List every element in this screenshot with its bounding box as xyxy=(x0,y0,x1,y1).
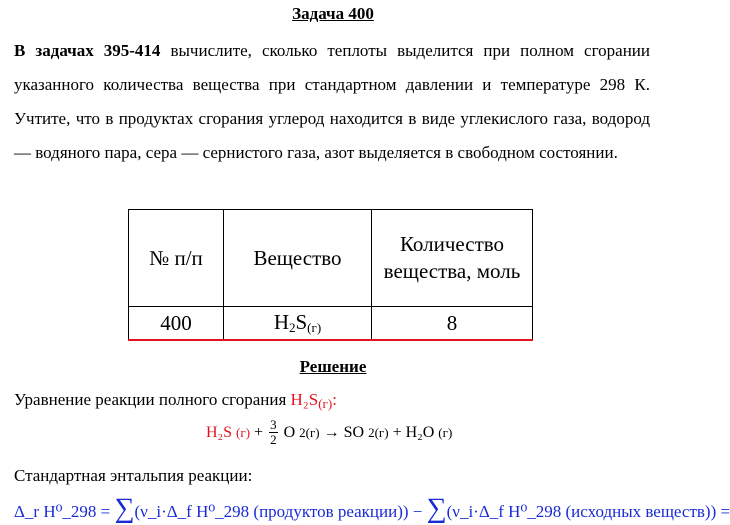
enthalpy-formula xyxy=(14,493,730,525)
reaction-intro xyxy=(14,390,337,412)
header-number: № п/п xyxy=(129,210,224,307)
header-substance: Вещество xyxy=(224,210,372,307)
reaction-intro-colon: : xyxy=(332,390,337,409)
cell-number: 400 xyxy=(129,307,224,341)
substance-h: H xyxy=(273,310,289,334)
cell-substance xyxy=(224,307,372,341)
eq-reactant2-state: 2(г) xyxy=(299,424,320,440)
formula-sum1: ∑ xyxy=(114,493,135,524)
eq-product1-state: 2(г) xyxy=(368,424,389,440)
eq-product1: SO xyxy=(343,423,365,441)
problem-lead: В задачах 395-414 xyxy=(14,41,161,60)
problem-statement xyxy=(14,34,650,170)
substance-state: (г) xyxy=(307,320,322,335)
header-amount: Количество вещества, моль xyxy=(372,210,533,307)
eq-frac-den: 2 xyxy=(270,432,277,447)
eq-reactant1: H₂S xyxy=(206,423,233,441)
enthalpy-heading: Стандартная энтальпия реакции: xyxy=(14,466,253,485)
reaction-equation xyxy=(206,418,452,447)
formula-part1: (ν_i·Δ_f H⁰_298 (продуктов реакции)) xyxy=(134,502,409,521)
eq-product2: H₂O xyxy=(405,423,435,441)
substance-sub: 2 xyxy=(288,320,296,335)
formula-lhs: Δ_r H⁰_298 = xyxy=(14,502,111,521)
reaction-intro-text: Уравнение реакции полного сгорания xyxy=(14,390,291,409)
table-row xyxy=(129,307,533,341)
formula-part2: (ν_i·Δ_f H⁰_298 (исходных веществ)) xyxy=(446,502,717,521)
formula-sum2: ∑ xyxy=(426,493,447,524)
reaction-intro-formula: H₂S xyxy=(290,390,319,409)
eq-frac-num: 3 xyxy=(270,417,277,432)
cell-amount: 8 xyxy=(372,307,533,341)
reaction-intro-state: (г) xyxy=(318,396,333,411)
eq-reactant2: O xyxy=(283,423,296,441)
table-header-row xyxy=(129,210,533,307)
eq-fraction xyxy=(269,418,278,447)
substance-s: S xyxy=(295,310,308,334)
eq-plus1: + xyxy=(254,423,264,441)
eq-reactant1-state: (г) xyxy=(236,424,251,440)
formula-minus: − xyxy=(412,502,423,521)
solution-title: Решение xyxy=(299,357,367,376)
eq-arrow: → xyxy=(323,423,340,441)
problem-text: вычислите, сколько теплоты выделится при полном сгорании указанного количества вещества при стандартном давлении и температуре 298 К. Учтите, что в продуктах сгорания углерод находится в виде углекислого газа, водород — водяного пара, сера — сернистого газа, азот выделяется в свободном состоянии. xyxy=(14,41,650,162)
data-table xyxy=(128,209,533,341)
eq-plus2: + xyxy=(392,423,402,441)
eq-product2-state: (г) xyxy=(438,424,453,440)
problem-title: Задача 400 xyxy=(292,4,374,23)
formula-tail: = xyxy=(720,502,730,521)
